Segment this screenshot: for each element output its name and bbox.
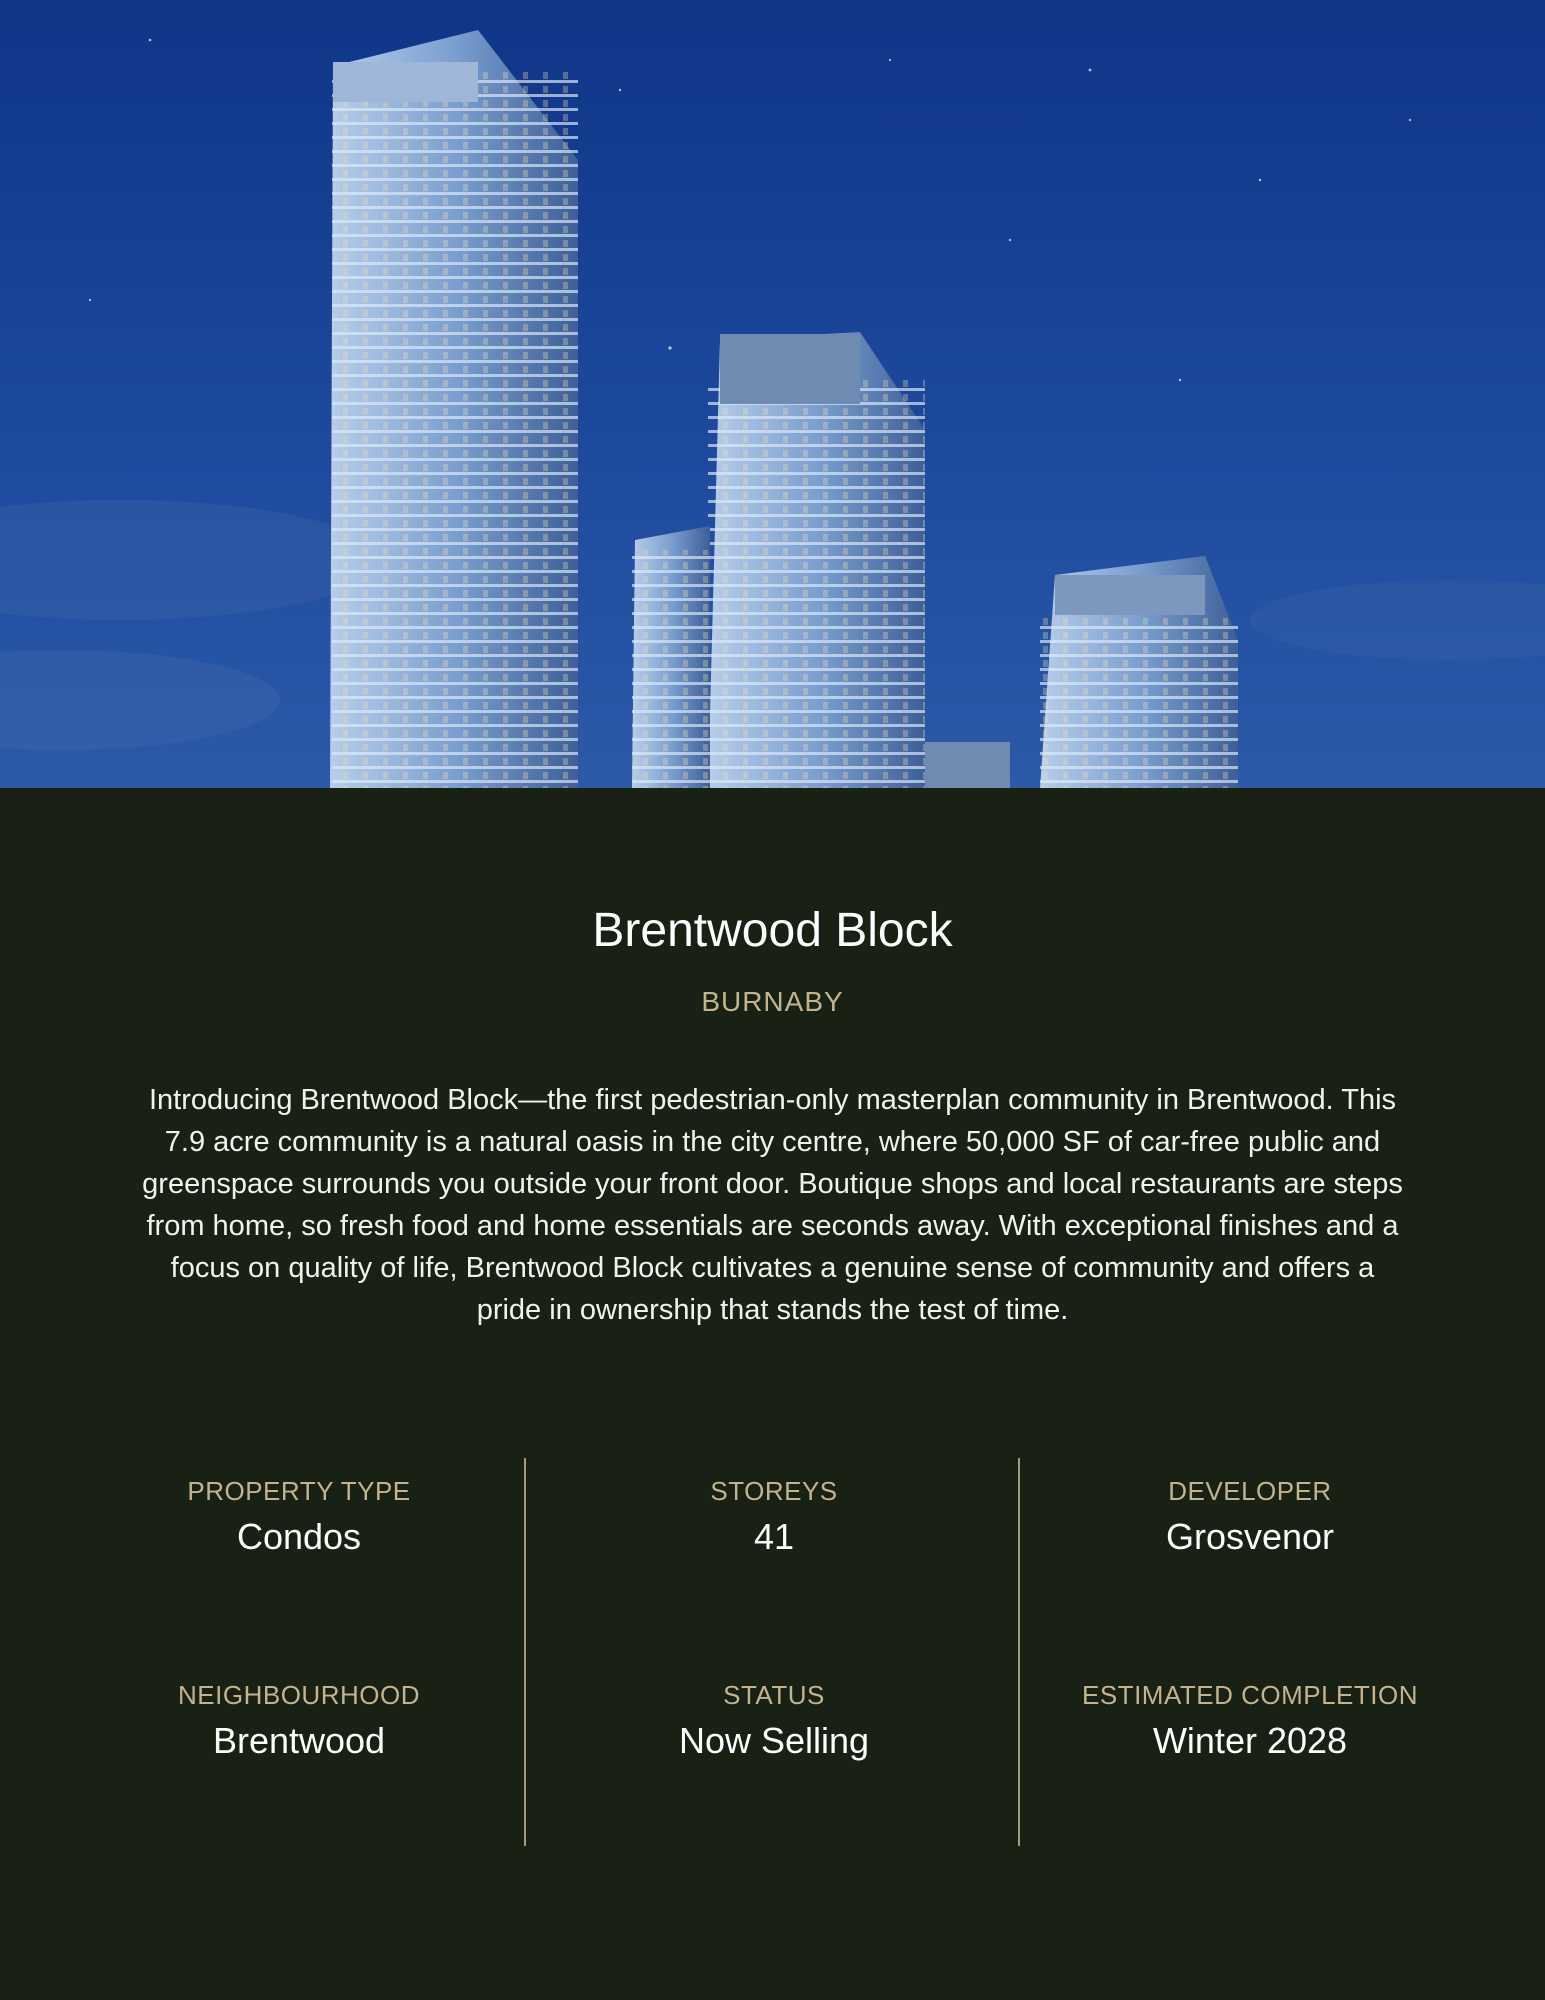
project-details (0, 788, 1545, 2000)
fact-value: Brentwood (212, 1720, 386, 1761)
fact-value: Grosvenor (1165, 1516, 1335, 1557)
fact-developer (1015, 1473, 1485, 1559)
hero-image (0, 0, 1545, 788)
fact-label: STOREYS (710, 1476, 838, 1506)
fact-value: Condos (236, 1516, 362, 1557)
fact-value: Winter 2028 (1152, 1720, 1348, 1761)
fact-label: PROPERTY TYPE (187, 1476, 411, 1506)
fact-label: ESTIMATED COMPLETION (1082, 1680, 1418, 1710)
hero-towers-illustration (0, 0, 1545, 788)
fact-property-type (64, 1473, 534, 1559)
project-facts (0, 1458, 1545, 1858)
fact-neighbourhood (64, 1677, 534, 1763)
fact-value: 41 (753, 1516, 795, 1557)
project-title: Brentwood Block (592, 904, 953, 957)
fact-estimated-completion (1015, 1677, 1485, 1763)
fact-value: Now Selling (678, 1720, 870, 1761)
project-location: BURNABY (701, 986, 844, 1017)
fact-status (539, 1677, 1009, 1763)
fact-label: NEIGHBOURHOOD (178, 1680, 420, 1710)
fact-label: DEVELOPER (1168, 1476, 1332, 1506)
project-description: Introducing Brentwood Block—the first pedestrian-only masterplan community in Brentwood. This 7.9 acre community is a natural oasis in the city centre, where 50,000 SF of car-free public and greenspace surrounds you outside your front door. Boutique shops and local restaurants are steps from home, so fresh food and home essentials are seconds away. With exceptional finishes and a focus on quality of life, Brentwood Block cultivates a genuine sense of community and offers a pride in ownership that stands the test of time. (142, 1084, 1403, 1326)
fact-storeys (539, 1473, 1009, 1559)
fact-label: STATUS (723, 1680, 825, 1710)
